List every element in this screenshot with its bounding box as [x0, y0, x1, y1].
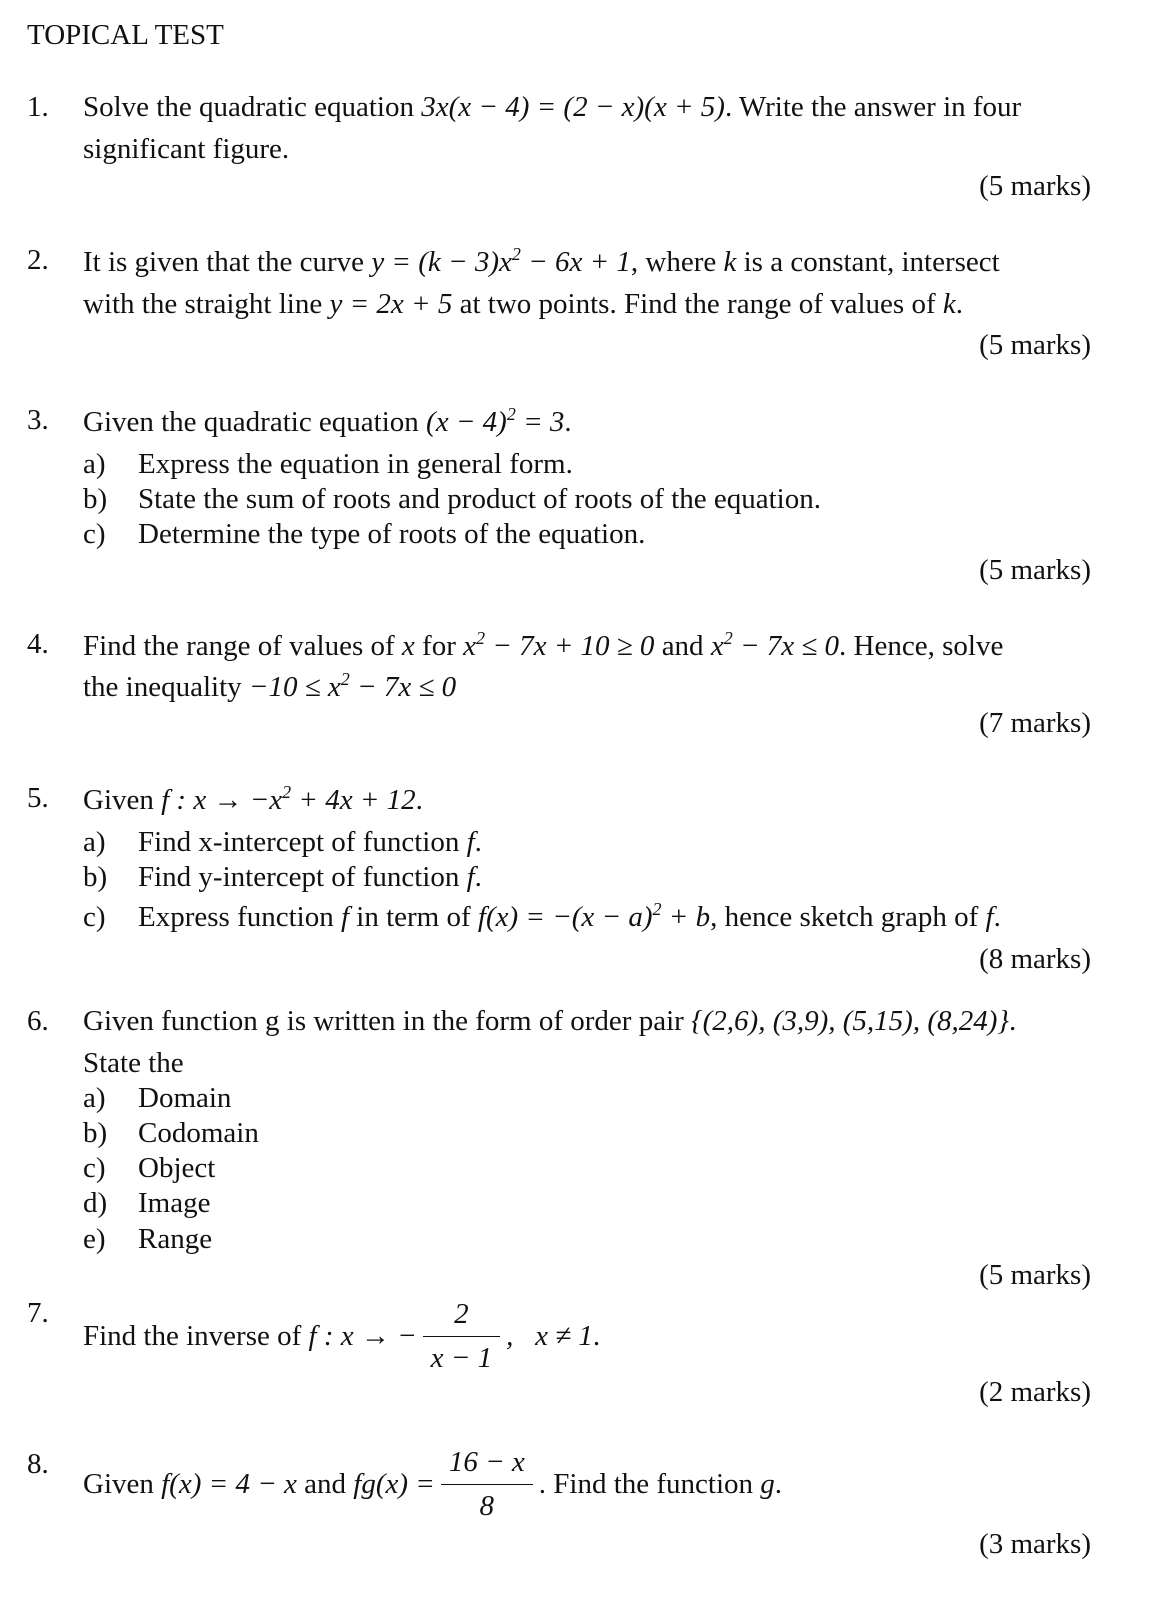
question-6-part-e: e) Range: [83, 1223, 213, 1255]
question-7-fraction: $\frac{2}{x - 1}$: [423, 1297, 500, 1376]
question-1-equation: 3x(x − 4) = (2 − x)(x + 5): [421, 91, 725, 123]
question-5-part-a: a) Find x-intercept of function f.: [83, 826, 482, 858]
question-4-inequality-2: $x^2 - 7x \le 0$: [710, 628, 840, 662]
question-5-marks: (8 marks): [979, 943, 1091, 975]
question-6-ordered-pairs: {(2,6), (3,9), (5,15), (8,24)}: [691, 1005, 1009, 1037]
question-1-number: 1.: [27, 91, 49, 123]
question-6-marks: (5 marks): [979, 1259, 1091, 1291]
question-8-line-1: Given f(x) = 4 − x and fg(x) = $\frac{16 - x}{8}$ . Find the function g.: [83, 1446, 783, 1522]
question-5-vertex-form: $f(x) = -(x - a)^2 + b$: [477, 899, 711, 933]
question-8-number: 8.: [27, 1448, 49, 1480]
question-2-number: 2.: [27, 244, 49, 276]
page-title: TOPICAL TEST: [27, 19, 224, 51]
question-3-marks: (5 marks): [979, 554, 1091, 586]
question-5-line-1: Given f : $x \to -x^2 + 4x + 12$.: [83, 782, 423, 816]
question-6-part-d: d) Image: [83, 1187, 211, 1219]
question-8-f-definition: f(x) = 4 − x: [161, 1467, 297, 1500]
question-6-part-b: b) Codomain: [83, 1117, 259, 1149]
question-6-number: 6.: [27, 1005, 49, 1037]
question-5-function: f : $x \to -x^2 + 4x + 12$: [161, 782, 416, 816]
question-6-part-a: a) Domain: [83, 1082, 232, 1114]
question-3-part-b: b) State the sum of roots and product of roots of the equation.: [83, 483, 821, 515]
question-6-part-c: c) Object: [83, 1152, 216, 1184]
question-2-line-equation: y = 2x + 5: [329, 288, 453, 320]
question-3-part-c: c) Determine the type of roots of the equation.: [83, 518, 646, 550]
question-8-marks: (3 marks): [979, 1528, 1091, 1560]
question-7-condition: x ≠ 1: [535, 1319, 593, 1352]
question-5-part-c: c) Express function f in term of $f(x) = -(x - a)^2 + b$, hence sketch graph of f.: [83, 899, 1001, 933]
question-2-marks: (5 marks): [979, 329, 1091, 361]
question-4-marks: (7 marks): [979, 707, 1091, 739]
question-8-fraction: $\frac{16 - x}{8}$: [441, 1445, 533, 1524]
question-5-number: 5.: [27, 782, 49, 814]
question-4-inequality-3: $-10 \le x^2 - 7x \le 0$: [248, 669, 457, 703]
question-5-part-b: b) Find y-intercept of function f.: [83, 861, 482, 893]
question-1-line-1: Solve the quadratic equation 3x(x − 4) = (2 − x)(x + 5). Write the answer in four: [83, 91, 1022, 123]
question-2-line-2: with the straight line y = 2x + 5 at two points. Find the range of values of k.: [83, 288, 963, 320]
question-7-number: 7.: [27, 1297, 49, 1329]
question-4-line-1: Find the range of values of x for $x^2 - 7x + 10 \ge 0$ and $x^2 - 7x \le 0$. Hence, solve: [83, 628, 1004, 662]
question-3-number: 3.: [27, 404, 49, 436]
question-4-line-2: the inequality $-10 \le x^2 - 7x \le 0$: [83, 669, 457, 703]
question-7-marks: (2 marks): [979, 1376, 1091, 1408]
question-7-line-1: Find the inverse of f : x → − $\frac{2}{x - 1}$ , x ≠ 1.: [83, 1298, 601, 1374]
question-1-marks: (5 marks): [979, 170, 1091, 202]
question-4-inequality-1: $x^2 - 7x + 10 \ge 0$: [463, 628, 655, 662]
question-1-line-2: significant figure.: [83, 133, 290, 165]
question-6-line-2: State the: [83, 1047, 184, 1079]
question-4-number: 4.: [27, 628, 49, 660]
question-3-line-1: Given the quadratic equation $(x - 4)^2 = 3$.: [83, 404, 572, 438]
question-2-curve-equation: $y = (k - 3)x^2 - 6x + 1$: [371, 244, 631, 278]
question-2-line-1: It is given that the curve $y = (k - 3)x^2 - 6x + 1$, where k is a constant, intersect: [83, 244, 1000, 278]
question-3-part-a: a) Express the equation in general form.: [83, 448, 573, 480]
question-8-fg-definition: fg(x) =: [353, 1467, 435, 1500]
question-3-equation: $(x - 4)^2 = 3$: [426, 404, 565, 438]
question-6-line-1: Given function g is written in the form of order pair {(2,6), (3,9), (5,15), (8,24)}.: [83, 1005, 1017, 1037]
